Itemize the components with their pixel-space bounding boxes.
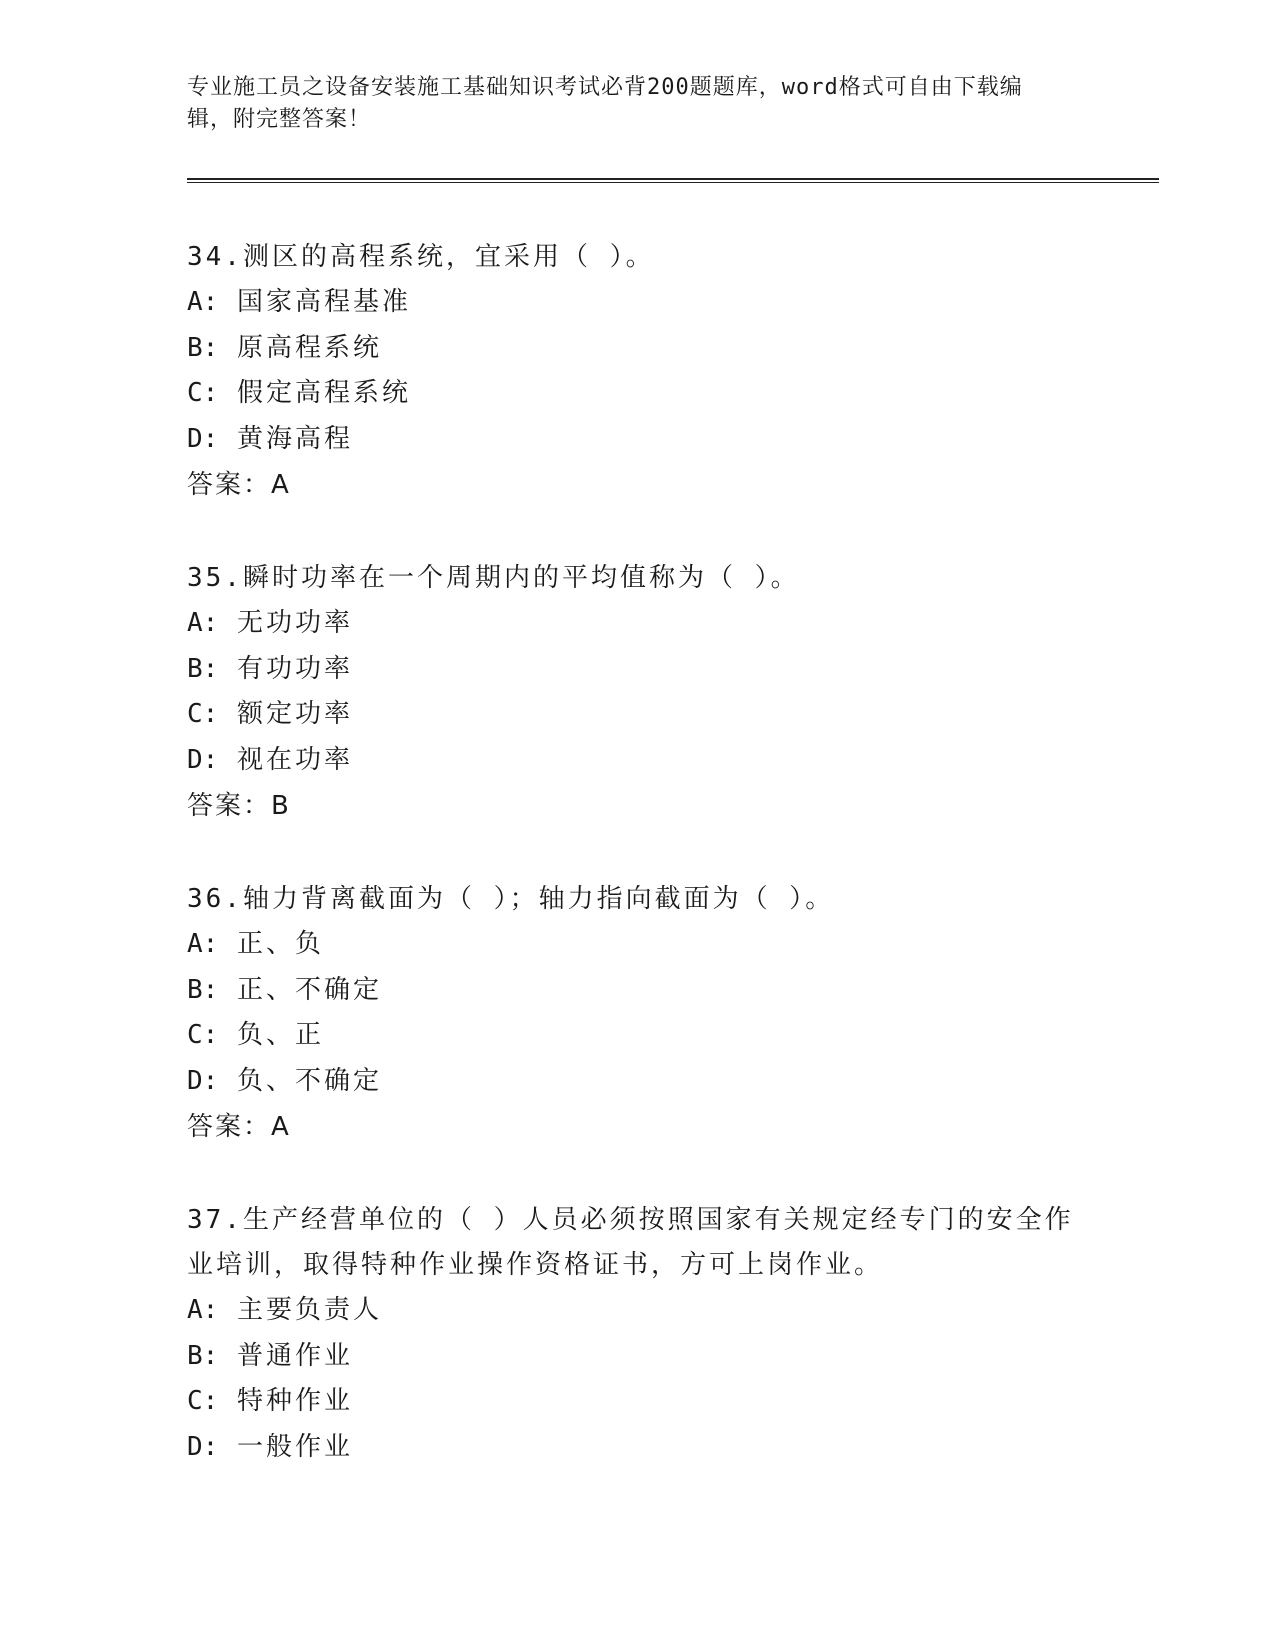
option-letter: B: xyxy=(187,332,219,363)
option-text: 普通作业 xyxy=(236,1340,353,1371)
option-letter: A: xyxy=(187,929,219,959)
option-text: 额定功率 xyxy=(236,699,353,729)
option-letter: C: xyxy=(187,1020,219,1050)
option-d xyxy=(187,417,1087,463)
option-text: 特种作业 xyxy=(236,1386,353,1416)
option-text: 视在功率 xyxy=(236,744,353,775)
question-35 xyxy=(187,556,1087,829)
option-letter: C: xyxy=(187,1386,219,1416)
question-stem: 34.测区的高程系统，宜采用（ ）。 xyxy=(187,242,655,272)
option-d xyxy=(187,1425,1087,1471)
option-text: 负、不确定 xyxy=(236,1065,382,1096)
option-letter: B: xyxy=(187,653,219,684)
option-letter: D: xyxy=(187,744,219,775)
option-text: 假定高程系统 xyxy=(236,378,411,408)
question-34 xyxy=(187,235,1087,508)
option-letter: A: xyxy=(187,608,219,638)
question-36 xyxy=(187,877,1087,1150)
option-letter: D: xyxy=(187,1065,219,1096)
option-text: 正、不确定 xyxy=(236,974,382,1005)
option-b xyxy=(187,968,1087,1014)
document-header xyxy=(187,72,1067,136)
question-list xyxy=(187,235,1087,1518)
option-letter: B: xyxy=(187,1340,219,1371)
option-c xyxy=(187,1013,1087,1059)
option-b xyxy=(187,1334,1087,1380)
question-stem: 37.生产经营单位的（ ）人员必须按照国家有关规定经专门的安全作业培训，取得特种作业操作资格证书，方可上岗作业。 xyxy=(187,1205,1074,1280)
option-text: 有功功率 xyxy=(236,653,353,684)
option-c xyxy=(187,371,1087,417)
option-letter: C: xyxy=(187,699,219,729)
option-d xyxy=(187,1059,1087,1105)
option-text: 原高程系统 xyxy=(236,332,382,363)
option-letter: A: xyxy=(187,1295,219,1325)
option-letter: D: xyxy=(187,423,219,454)
option-a xyxy=(187,601,1087,647)
header-divider xyxy=(187,178,1159,183)
question-37 xyxy=(187,1198,1087,1470)
option-c xyxy=(187,1379,1087,1425)
option-b xyxy=(187,647,1087,693)
option-text: 负、正 xyxy=(236,1020,324,1050)
question-stem: 35.瞬时功率在一个周期内的平均值称为（ ）。 xyxy=(187,563,800,593)
option-d xyxy=(187,738,1087,784)
option-letter: C: xyxy=(187,378,219,408)
option-a xyxy=(187,280,1087,326)
option-text: 无功功率 xyxy=(236,608,353,638)
option-letter: B: xyxy=(187,974,219,1005)
answer-line: 答案：A xyxy=(187,1112,291,1142)
option-text: 黄海高程 xyxy=(236,423,353,454)
option-text: 国家高程基准 xyxy=(236,287,411,317)
option-b xyxy=(187,326,1087,372)
answer-line: 答案：A xyxy=(187,470,291,500)
answer-line: 答案：B xyxy=(187,791,291,821)
header-title: 专业施工员之设备安装施工基础知识考试必背200题题库，word格式可自由下载编辑，附完整答案！ xyxy=(187,75,1023,132)
option-text: 正、负 xyxy=(236,929,324,959)
option-a xyxy=(187,922,1087,968)
option-letter: D: xyxy=(187,1431,219,1462)
option-text: 主要负责人 xyxy=(236,1295,382,1325)
option-text: 一般作业 xyxy=(236,1431,353,1462)
option-a xyxy=(187,1288,1087,1334)
option-letter: A: xyxy=(187,287,219,317)
question-stem: 36.轴力背离截面为（ ）；轴力指向截面为（ ）。 xyxy=(187,884,835,914)
option-c xyxy=(187,692,1087,738)
